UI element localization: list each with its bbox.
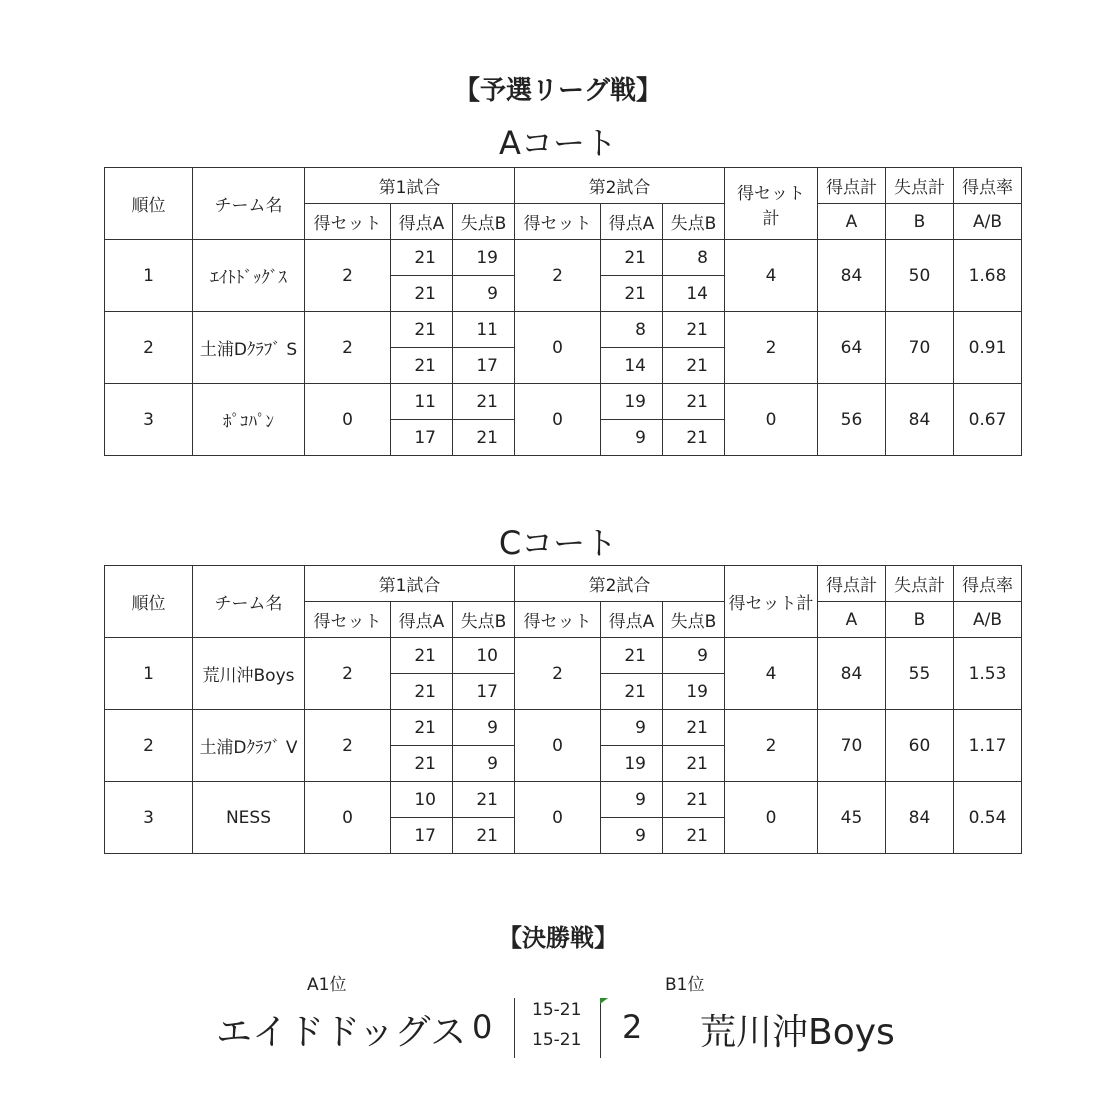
court-c-table	[104, 565, 1022, 854]
m2-game2-lost: 21	[663, 348, 725, 384]
lost-total-cell: 70	[886, 312, 954, 384]
header-points-total: 得点計	[818, 168, 886, 204]
m2-game1-points: 21	[601, 638, 663, 674]
m1-game1-lost: 10	[453, 638, 515, 674]
court-c-body	[105, 566, 1022, 854]
table-row	[105, 240, 1022, 276]
m2-game2-points: 19	[601, 746, 663, 782]
m2-sets-cell: 0	[515, 710, 601, 782]
m1-game1-points: 21	[391, 312, 453, 348]
header-lost-total: 失点計	[886, 168, 954, 204]
set-total-cell: 0	[725, 782, 818, 854]
header-points-total: 得点計	[818, 566, 886, 602]
ratio-cell: 1.53	[954, 638, 1022, 710]
set-total-cell: 2	[725, 710, 818, 782]
m1-game1-lost: 9	[453, 710, 515, 746]
m1-game2-points: 21	[391, 276, 453, 312]
m2-game2-lost: 14	[663, 276, 725, 312]
header-m2-lost: 失点B	[663, 204, 725, 240]
m1-game2-lost: 9	[453, 276, 515, 312]
m2-game2-points: 9	[601, 420, 663, 456]
rank-cell: 3	[105, 384, 193, 456]
m2-game1-points: 9	[601, 782, 663, 818]
team-name-cell: 荒川沖Boys	[193, 638, 305, 710]
header-m2-sets: 得セット	[515, 602, 601, 638]
m2-game1-lost: 9	[663, 638, 725, 674]
table-row	[105, 710, 1022, 746]
final-set-2: 15-21	[532, 1030, 582, 1050]
lost-total-cell: 55	[886, 638, 954, 710]
m1-game2-points: 21	[391, 674, 453, 710]
points-total-cell: 70	[818, 710, 886, 782]
team-name-cell: ｴｲﾄﾄﾞｯｸﾞｽ	[193, 240, 305, 312]
header-m1-lost: 失点B	[453, 602, 515, 638]
ratio-cell: 0.54	[954, 782, 1022, 854]
header-m1-points: 得点A	[391, 204, 453, 240]
m2-sets-cell: 2	[515, 240, 601, 312]
court-a-body	[105, 168, 1022, 456]
header-ab: A/B	[954, 602, 1022, 638]
m1-game2-lost: 17	[453, 348, 515, 384]
rank-cell: 3	[105, 782, 193, 854]
m2-game1-lost: 21	[663, 710, 725, 746]
m2-sets-cell: 2	[515, 638, 601, 710]
m1-game1-points: 21	[391, 710, 453, 746]
header-m2-points: 得点A	[601, 602, 663, 638]
lost-total-cell: 60	[886, 710, 954, 782]
m2-sets-cell: 0	[515, 782, 601, 854]
winner-flag-icon	[600, 998, 608, 1004]
table-row	[105, 384, 1022, 420]
m1-sets-cell: 2	[305, 240, 391, 312]
team-name-cell: 土浦Dｸﾗﾌﾞ V	[193, 710, 305, 782]
header-ratio: 得点率	[954, 566, 1022, 602]
m2-game2-points: 14	[601, 348, 663, 384]
m1-game2-lost: 21	[453, 818, 515, 854]
m1-game1-points: 21	[391, 240, 453, 276]
final-divider-right	[600, 998, 601, 1058]
header-a: A	[818, 602, 886, 638]
header-ab: A/B	[954, 204, 1022, 240]
header-lost-total: 失点計	[886, 566, 954, 602]
header-m1-sets: 得セット	[305, 602, 391, 638]
header-rank: 順位	[105, 168, 193, 240]
m1-game2-lost: 9	[453, 746, 515, 782]
header-set-total: 得セット計	[725, 566, 818, 638]
header-m2-points: 得点A	[601, 204, 663, 240]
m1-sets-cell: 2	[305, 638, 391, 710]
m1-game2-points: 21	[391, 746, 453, 782]
rank-cell: 1	[105, 240, 193, 312]
ratio-cell: 0.67	[954, 384, 1022, 456]
m1-game1-lost: 19	[453, 240, 515, 276]
m2-sets-cell: 0	[515, 312, 601, 384]
m1-game1-lost: 21	[453, 782, 515, 818]
ratio-cell: 1.17	[954, 710, 1022, 782]
league-title: 【予選リーグ戦】	[453, 76, 662, 106]
ratio-cell: 1.68	[954, 240, 1022, 312]
m2-game2-lost: 21	[663, 420, 725, 456]
m2-game1-points: 8	[601, 312, 663, 348]
m2-game1-lost: 21	[663, 312, 725, 348]
m2-game2-points: 9	[601, 818, 663, 854]
header-match-1: 第1試合	[305, 566, 515, 602]
m2-game1-points: 19	[601, 384, 663, 420]
m1-sets-cell: 2	[305, 312, 391, 384]
court-a-table	[104, 167, 1022, 456]
table-row	[105, 638, 1022, 674]
points-total-cell: 45	[818, 782, 886, 854]
points-total-cell: 64	[818, 312, 886, 384]
m1-game1-points: 10	[391, 782, 453, 818]
rank-cell: 2	[105, 710, 193, 782]
header-row	[105, 566, 1022, 602]
m2-game2-points: 21	[601, 276, 663, 312]
m1-game1-points: 21	[391, 638, 453, 674]
header-m1-sets: 得セット	[305, 204, 391, 240]
m2-game2-lost: 21	[663, 746, 725, 782]
header-set-total: 得セット 計	[725, 168, 818, 240]
court-a-title: Aコート	[499, 124, 617, 162]
header-a: A	[818, 204, 886, 240]
header-match-2: 第2試合	[515, 566, 725, 602]
rank-cell: 2	[105, 312, 193, 384]
m2-game1-lost: 8	[663, 240, 725, 276]
m1-game1-lost: 11	[453, 312, 515, 348]
lost-total-cell: 50	[886, 240, 954, 312]
m1-game2-points: 17	[391, 818, 453, 854]
header-m2-lost: 失点B	[663, 602, 725, 638]
final-right-score: 2	[622, 1008, 643, 1046]
team-name-cell: 土浦Dｸﾗﾌﾞ S	[193, 312, 305, 384]
m1-sets-cell: 0	[305, 384, 391, 456]
m2-game2-points: 21	[601, 674, 663, 710]
m2-game1-lost: 21	[663, 782, 725, 818]
m1-game1-lost: 21	[453, 384, 515, 420]
m1-sets-cell: 0	[305, 782, 391, 854]
set-total-cell: 2	[725, 312, 818, 384]
table-row	[105, 782, 1022, 818]
header-team: チーム名	[193, 566, 305, 638]
m2-game1-points: 9	[601, 710, 663, 746]
lost-total-cell: 84	[886, 782, 954, 854]
header-team: チーム名	[193, 168, 305, 240]
m2-game2-lost: 21	[663, 818, 725, 854]
header-m1-lost: 失点B	[453, 204, 515, 240]
m1-game2-points: 21	[391, 348, 453, 384]
final-right-seed: B1位	[665, 975, 705, 995]
m1-sets-cell: 2	[305, 710, 391, 782]
m2-game1-lost: 21	[663, 384, 725, 420]
final-set-1: 15-21	[532, 1000, 582, 1020]
m1-game2-points: 17	[391, 420, 453, 456]
header-match-1: 第1試合	[305, 168, 515, 204]
m2-game2-lost: 19	[663, 674, 725, 710]
set-total-cell: 4	[725, 240, 818, 312]
header-ratio: 得点率	[954, 168, 1022, 204]
rank-cell: 1	[105, 638, 193, 710]
header-row	[105, 168, 1022, 204]
final-left-team: エイドドッグス	[216, 1012, 467, 1053]
ratio-cell: 0.91	[954, 312, 1022, 384]
points-total-cell: 84	[818, 240, 886, 312]
m2-sets-cell: 0	[515, 384, 601, 456]
final-divider-left	[514, 998, 515, 1058]
header-b: B	[886, 204, 954, 240]
team-name-cell: NESS	[193, 782, 305, 854]
team-name-cell: ﾎﾟｺﾊﾟﾝ	[193, 384, 305, 456]
final-left-seed: A1位	[307, 975, 347, 995]
header-m2-sets: 得セット	[515, 204, 601, 240]
final-left-score: 0	[472, 1008, 493, 1046]
points-total-cell: 56	[818, 384, 886, 456]
court-c-title: Cコート	[498, 524, 618, 562]
header-m1-points: 得点A	[391, 602, 453, 638]
points-total-cell: 84	[818, 638, 886, 710]
m1-game2-lost: 21	[453, 420, 515, 456]
header-b: B	[886, 602, 954, 638]
table-row	[105, 312, 1022, 348]
set-total-cell: 4	[725, 638, 818, 710]
header-match-2: 第2試合	[515, 168, 725, 204]
m1-game2-lost: 17	[453, 674, 515, 710]
set-total-cell: 0	[725, 384, 818, 456]
lost-total-cell: 84	[886, 384, 954, 456]
m2-game1-points: 21	[601, 240, 663, 276]
m1-game1-points: 11	[391, 384, 453, 420]
header-rank: 順位	[105, 566, 193, 638]
final-right-team: 荒川沖Boys	[700, 1012, 895, 1053]
final-title: 【決勝戦】	[498, 924, 618, 952]
